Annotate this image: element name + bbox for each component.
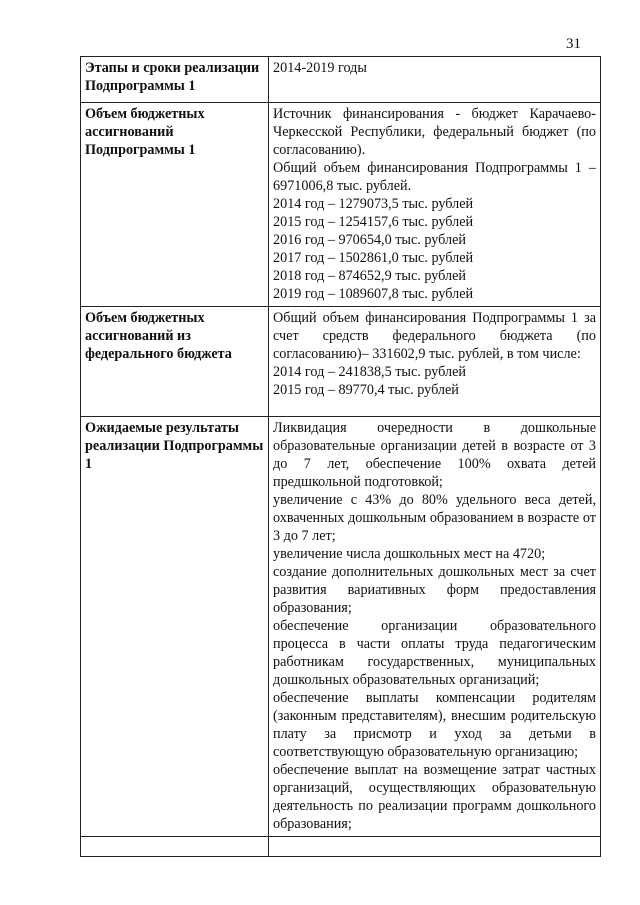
- subprogram-passport-table: [80, 56, 601, 857]
- value-line: 2014 год – 1279073,5 тыс. рублей: [273, 196, 474, 212]
- value-line: Общий объем финансирования Подпрограммы 1 за счет средств федерального бюджета (по согласованию)– 331602,9 тыс. рублей, в том числе:: [273, 310, 596, 362]
- value-line: Общий объем финансирования Подпрограммы 1 – 6971006,8 тыс. рублей.: [273, 160, 596, 194]
- table-row-continuation: [81, 837, 601, 857]
- value-line: 2019 год – 1089607,8 тыс. рублей: [273, 286, 474, 302]
- value-line: создание дополнительных дошкольных мест за счет развития вариативных форм предоставления образования;: [273, 564, 596, 616]
- row-label: Ожидаемые результаты реализации Подпрограммы 1: [81, 417, 269, 837]
- value-line: Источник финансирования - бюджет Карачаево-Черкесской Республики, федеральный бюджет (по согласованию).: [273, 106, 596, 158]
- value-line: Ликвидация очередности в дошкольные образовательные организации детей в возрасте от 3 до 7 лет, обеспечение 100% охвата детей предшкольной подготовкой;: [273, 420, 596, 490]
- row-value: [269, 57, 601, 103]
- value-line: 2014 год – 241838,5 тыс. рублей: [273, 364, 466, 380]
- table-row-federal-budget: [81, 307, 601, 417]
- table-row-stages: [81, 57, 601, 103]
- row-label-empty: [81, 837, 269, 857]
- value-line: 2015 год – 1254157,6 тыс. рублей: [273, 214, 474, 230]
- row-value-empty: [269, 837, 601, 857]
- value-line: увеличение числа дошкольных мест на 4720;: [273, 546, 546, 562]
- value-line: обеспечение организации образовательного процесса в части оплаты труда педагогическим работникам государственных, муниципальных дошкольных образовательных организаций;: [273, 618, 596, 688]
- value-line: 2014-2019 годы: [273, 60, 367, 76]
- row-value: [269, 417, 601, 837]
- row-label: Этапы и сроки реализации Подпрограммы 1: [81, 57, 269, 103]
- value-line: обеспечение выплат на возмещение затрат частных организаций, осуществляющих образовательную деятельность по реализации программ дошкольного образования;: [273, 762, 596, 832]
- value-line: 2015 год – 89770,4 тыс. рублей: [273, 382, 459, 398]
- value-line: увеличение с 43% до 80% удельного веса детей, охваченных дошкольным образованием в возрасте от 3 до 7 лет;: [273, 492, 596, 544]
- table-row-expected-results: [81, 417, 601, 837]
- table-row-budget: [81, 103, 601, 307]
- page-number: 31: [566, 36, 581, 52]
- value-line: 2016 год – 970654,0 тыс. рублей: [273, 232, 466, 248]
- row-label: Объем бюджетных ассигнований из федерального бюджета: [81, 307, 269, 417]
- row-value: [269, 307, 601, 417]
- row-label: Объем бюджетных ассигнований Подпрограммы 1: [81, 103, 269, 307]
- row-value: [269, 103, 601, 307]
- value-line: 2017 год – 1502861,0 тыс. рублей: [273, 250, 474, 266]
- value-line: обеспечение выплаты компенсации родителям (законным представителям), внесшим родительскую плату за присмотр и уход за детьми в соответствующую образовательную организацию;: [273, 690, 596, 760]
- value-line: 2018 год – 874652,9 тыс. рублей: [273, 268, 466, 284]
